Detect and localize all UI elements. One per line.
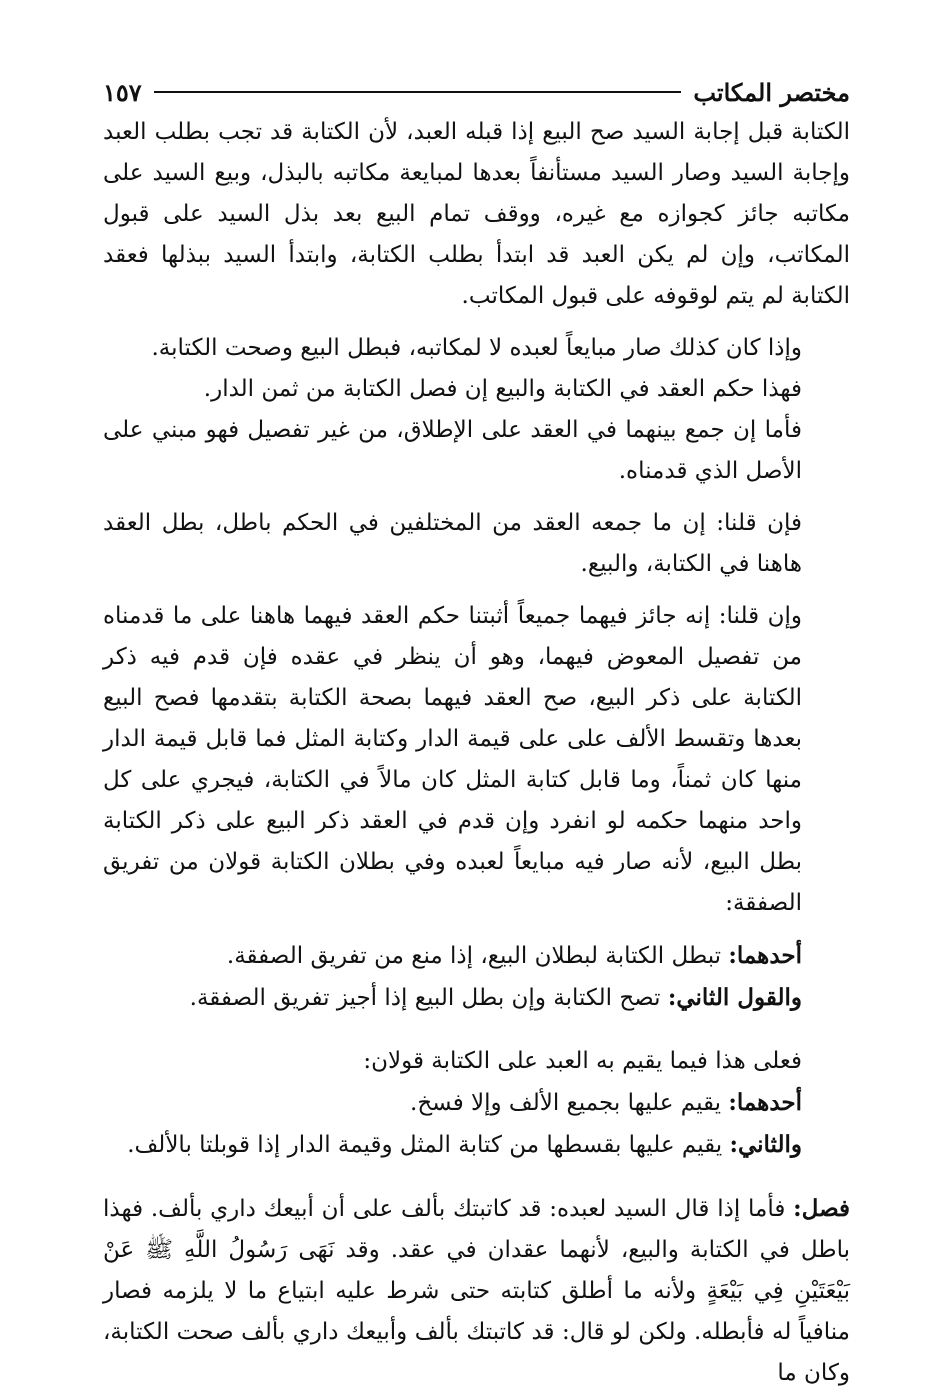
opinion-text: يقيم عليها بقسطها من كتابة المثل وقيمة الدار إذا قوبلتا بالألف. xyxy=(127,1132,723,1158)
section-label: فصل: xyxy=(793,1195,851,1222)
running-title: مختصر المكاتب xyxy=(693,77,850,107)
paragraph: فإن قلنا: إن ما جمعه العقد من المختلفين في الحكم باطل، بطل العقد هاهنا في الكتابة، والبيع. xyxy=(103,510,802,577)
opinion-label: والثاني: xyxy=(729,1131,802,1158)
section-text: فأما إذا قال السيد لعبده: قد كاتبتك بألف على أن أبيعك داري بألف. فهذا باطل في الكتابة والبيع، لأنهما عقدان في عقد. وقد نَهَى رَسُولُ اللَّهِ ﷺ عَنْ بَيْعَتَيْنِ فِي بَيْعَةٍ ولأنه ما أطلق كتابته حتى شرط عليه ابتياع ما لا يلزمه فصار منافياً له فأبطله. ولكن لو قال: قد كاتبتك بألف وأبيعك داري بألف صحت الكتابة، وكان ما xyxy=(103,1196,850,1386)
opinion-item xyxy=(103,1082,850,1124)
paragraph: فأما إن جمع بينهما في العقد على الإطلاق، من غير تفصيل فهو مبني على الأصل الذي قدمناه. xyxy=(103,417,802,484)
opinion-text: يقيم عليها بجميع الألف وإلا فسخ. xyxy=(410,1090,722,1116)
paragraph: فعلى هذا فيما يقيم به العبد على الكتابة قولان: xyxy=(363,1048,802,1074)
opinion-label: أحدهما: xyxy=(728,942,802,969)
paragraph: وإذا كان كذلك صار مبايعاً لعبده لا لمكاتبه، فبطل البيع وصحت الكتابة. xyxy=(151,335,802,361)
opinion-item xyxy=(103,935,850,977)
opinion-text: تصح الكتابة وإن بطل البيع إذا أجيز تفريق الصفقة. xyxy=(189,985,661,1011)
opinion-text: تبطل الكتابة لبطلان البيع، إذا منع من تفريق الصفقة. xyxy=(226,943,722,969)
page-header xyxy=(103,72,850,112)
opinion-label: والقول الثاني: xyxy=(667,984,802,1011)
page-number: ١٥٧ xyxy=(103,77,142,107)
paragraph: فهذا حكم العقد في الكتابة والبيع إن فصل الكتابة من ثمن الدار. xyxy=(203,376,802,402)
paragraph: وإن قلنا: إنه جائز فيهما جميعاً أثبتنا حكم العقد فيهما هاهنا على ما قدمناه من تفصيل المعوض فيهما، وهو أن ينظر في عقده فإن قدم فيه ذكر الكتابة على ذكر البيع، صح العقد فيهما بصحة الكتابة بتقدمها فصح البيع بعدها وتقسط الألف على على قيمة الدار وكتابة المثل فما قابل قيمة الدار منها كان ثمناً، وما قابل كتابة المثل كان مالاً في الكتابة، فيجري على كل واحد منهما حكمه لو انفرد وإن قدم في العقد ذكر البيع على ذكر الكتابة بطل البيع، لأنه صار فيه مبايعاً لعبده وفي بطلان الكتابة قولان من تفريق الصفقة: xyxy=(103,603,802,916)
opinion-item xyxy=(103,977,850,1019)
opinion-label: أحدهما: xyxy=(728,1089,802,1116)
paragraph: الكتابة قبل إجابة السيد صح البيع إذا قبله العبد، لأن الكتابة قد تجب بطلب العبد وإجابة السيد وصار السيد مستأنفاً بعدها لمبايعة مكاتبه بالبذل، وبيع السيد على مكاتبه جائز كجوازه مع غيره، ووقف تمام البيع بعد بذل السيد على قبول المكاتب، وإن لم يكن العبد قد ابتدأ بطلب الكتابة، وابتدأ السيد ببذلها فعقد الكتابة لم يتم لوقوفه على قبول المكاتب. xyxy=(103,119,850,309)
section-paragraph xyxy=(103,1188,850,1394)
header-rule xyxy=(154,91,682,93)
page-body xyxy=(103,112,850,1394)
opinion-item xyxy=(103,1124,850,1166)
